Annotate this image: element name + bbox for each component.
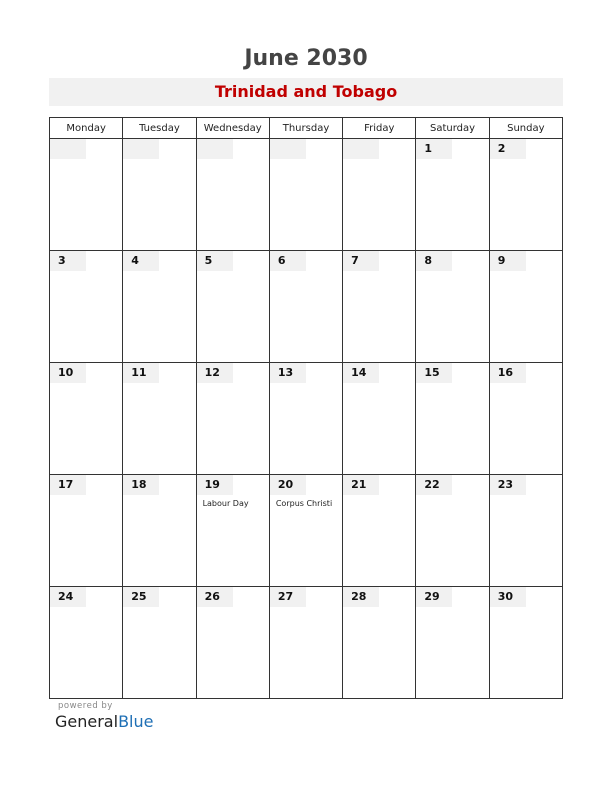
calendar-day-cell[interactable] xyxy=(489,139,562,251)
day-number: 5 xyxy=(197,251,233,271)
day-number: 3 xyxy=(50,251,86,271)
weekday-header-row xyxy=(50,118,563,139)
day-number: 8 xyxy=(416,251,452,271)
calendar-day-cell[interactable] xyxy=(196,587,269,699)
calendar-day-cell[interactable] xyxy=(50,251,123,363)
day-number: 29 xyxy=(416,587,452,607)
day-number xyxy=(123,139,159,159)
calendar-day-cell[interactable] xyxy=(343,363,416,475)
day-number: 4 xyxy=(123,251,159,271)
calendar-day-cell[interactable] xyxy=(123,475,196,587)
calendar-day-cell[interactable] xyxy=(416,139,489,251)
day-number: 12 xyxy=(197,363,233,383)
day-number: 22 xyxy=(416,475,452,495)
calendar-day-cell[interactable] xyxy=(343,475,416,587)
calendar-day-cell[interactable] xyxy=(416,251,489,363)
powered-by-label: powered by xyxy=(58,701,113,711)
calendar-day-cell[interactable] xyxy=(416,363,489,475)
calendar-grid xyxy=(49,117,563,699)
calendar-day-cell[interactable] xyxy=(123,363,196,475)
brand-general-text: General xyxy=(55,712,119,731)
day-number: 7 xyxy=(343,251,379,271)
brand-blue-text: Blue xyxy=(118,712,154,731)
calendar-day-cell[interactable] xyxy=(196,139,269,251)
calendar-day-cell[interactable] xyxy=(50,475,123,587)
day-number: 21 xyxy=(343,475,379,495)
weekday-header: Saturday xyxy=(416,118,489,139)
calendar-day-cell[interactable] xyxy=(123,251,196,363)
calendar-day-cell[interactable] xyxy=(343,587,416,699)
holiday-label: Labour Day xyxy=(202,499,249,508)
calendar-day-cell[interactable] xyxy=(489,475,562,587)
calendar-day-cell[interactable] xyxy=(269,475,342,587)
day-number: 26 xyxy=(197,587,233,607)
day-number: 11 xyxy=(123,363,159,383)
calendar-day-cell[interactable] xyxy=(196,475,269,587)
day-number: 6 xyxy=(270,251,306,271)
weekday-header: Friday xyxy=(343,118,416,139)
calendar-day-cell[interactable] xyxy=(123,587,196,699)
day-number: 23 xyxy=(490,475,526,495)
day-number: 13 xyxy=(270,363,306,383)
calendar-title: June 2030 xyxy=(244,46,368,71)
calendar-day-cell[interactable] xyxy=(269,587,342,699)
day-number xyxy=(270,139,306,159)
day-number xyxy=(343,139,379,159)
day-number xyxy=(50,139,86,159)
day-number: 20 xyxy=(270,475,306,495)
day-number: 15 xyxy=(416,363,452,383)
calendar-week-row xyxy=(50,587,563,699)
weekday-header: Wednesday xyxy=(196,118,269,139)
day-number: 27 xyxy=(270,587,306,607)
day-number: 1 xyxy=(416,139,452,159)
calendar-day-cell[interactable] xyxy=(416,587,489,699)
day-number: 14 xyxy=(343,363,379,383)
day-number: 10 xyxy=(50,363,86,383)
calendar-day-cell[interactable] xyxy=(50,363,123,475)
day-number: 16 xyxy=(490,363,526,383)
day-number xyxy=(197,139,233,159)
generalblue-logo[interactable] xyxy=(55,712,153,731)
day-number: 9 xyxy=(490,251,526,271)
calendar-day-cell[interactable] xyxy=(196,363,269,475)
calendar-day-cell[interactable] xyxy=(269,139,342,251)
calendar-day-cell[interactable] xyxy=(196,251,269,363)
day-number: 2 xyxy=(490,139,526,159)
calendar-day-cell[interactable] xyxy=(50,139,123,251)
calendar-day-cell[interactable] xyxy=(50,587,123,699)
calendar-week-row xyxy=(50,139,563,251)
calendar-day-cell[interactable] xyxy=(343,251,416,363)
day-number: 28 xyxy=(343,587,379,607)
calendar-day-cell[interactable] xyxy=(489,251,562,363)
day-number: 19 xyxy=(197,475,233,495)
day-number: 30 xyxy=(490,587,526,607)
calendar-day-cell[interactable] xyxy=(489,363,562,475)
calendar-day-cell[interactable] xyxy=(123,139,196,251)
holiday-label: Corpus Christi xyxy=(275,499,333,508)
calendar-day-cell[interactable] xyxy=(416,475,489,587)
weekday-header: Thursday xyxy=(269,118,342,139)
day-number: 18 xyxy=(123,475,159,495)
weekday-header: Tuesday xyxy=(123,118,196,139)
day-number: 17 xyxy=(50,475,86,495)
calendar-week-row xyxy=(50,475,563,587)
calendar-week-row xyxy=(50,251,563,363)
calendar-day-cell[interactable] xyxy=(489,587,562,699)
weekday-header: Monday xyxy=(50,118,123,139)
calendar-day-cell[interactable] xyxy=(269,363,342,475)
calendar-day-cell[interactable] xyxy=(269,251,342,363)
day-number: 25 xyxy=(123,587,159,607)
calendar-day-cell[interactable] xyxy=(343,139,416,251)
calendar-week-row xyxy=(50,363,563,475)
day-number: 24 xyxy=(50,587,86,607)
weekday-header: Sunday xyxy=(489,118,562,139)
country-name: Trinidad and Tobago xyxy=(49,78,563,106)
